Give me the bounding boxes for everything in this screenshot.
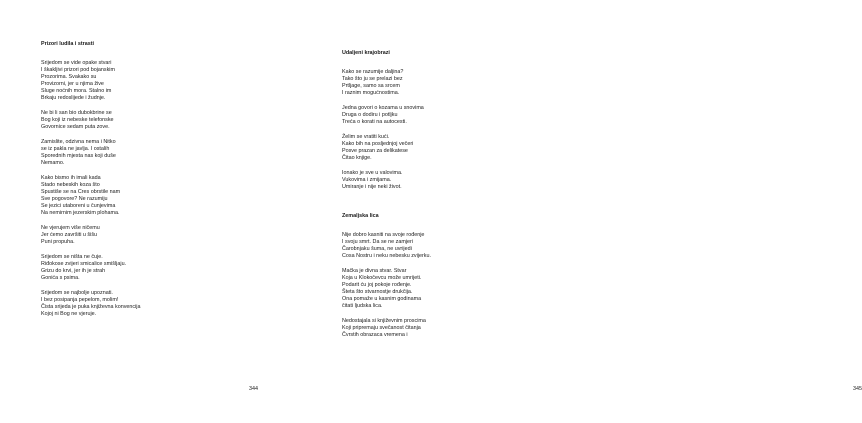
poem-line: Druga o dodiru i potljku [342,112,398,118]
stanza [342,318,562,339]
stanza [342,170,562,191]
poem-line: I bez posipanja pepelom, molim! [41,297,119,303]
poem-line: Govornice sedam puta zove. [41,124,110,130]
right-page-number: 345 [853,386,862,392]
poem-line: Čitao knjige. [342,155,372,161]
left-page [0,0,300,423]
right-text-column [342,50,562,347]
poem-line: Posve prazan za delikatese [342,148,408,154]
poem-line: Puni propuha. [41,239,75,245]
poem-line: Mačka je divna stvar. Stvar [342,268,407,274]
poem-title: Prizori ludila i strasti [41,41,95,47]
poem-line: Čista srijeda je puka književna konvencija [41,304,141,310]
stanza [342,105,562,126]
poem-line: Riđokose zvijeri smicalice smišljaju. [41,261,127,267]
poem-line: Na nemirnim jezerskim plohama. [41,210,120,216]
poem-line: Srijedom se ništa ne čuje. [41,254,103,260]
poem-line: Koja u Klokočevcu može umrijeti. [342,275,422,281]
poem-line: Srijedom se najbolje upoznati. [41,290,113,296]
poem-line: Srijedom se vide opake stvari [41,60,112,66]
stanza [41,110,261,131]
poem-line: Kako bismo ih imali kada [41,175,101,181]
stanza [342,232,562,260]
poem-line: Šteta što stvarnostje drukčija. [342,289,413,295]
poem-line: Koji pripremaju svečanost čitanja [342,325,421,331]
poem-title: Udaljeni krajobrazi [342,50,390,56]
poem-line: Kako bih na posljednjoj večeri [342,141,414,147]
poem-line: Nemamo. [41,160,65,166]
poem-line: Ionako je sve u valovima. [342,170,403,176]
poem-line: Podarit ću joj pokoje rođenje. [342,282,412,288]
poem-line: I škakljivi prizori pod bojanskim [41,67,115,73]
poem-line: Prozorima. Svakako su [41,74,97,80]
right-page [300,0,862,423]
stanza [41,225,261,246]
poem-title: Zemaljska lica [342,213,379,219]
poem-line: Ona pomaže u kasnim godinama [342,296,422,302]
stanza [342,268,562,310]
poem-line: Čarobnjaku šuma, ne uvrijedi [342,246,412,252]
poem-line: Cosa Nostru i neku nebesku zvijerku. [342,253,431,259]
poem-line: Sluge noćnih mora. Stalno im [41,88,112,94]
poem-line: Čvrstih obrazaca vremena i [342,332,408,338]
poem-line: Tako što ju se prelazi bez [342,76,403,82]
poem-line: Treća o korati na autocesti. [342,119,407,125]
poem-line: Kojoj ni Bog ne vjeruje. [41,311,97,317]
poem-line: Vukovima i zmijama. [342,177,392,183]
poem-line: Zamislite, odzivna nema i Nitko [41,139,116,145]
poem-line: Sporednih mjesta nas koji duše [41,153,116,159]
poem-line: Jer ćemo završiti u šišu [41,232,98,238]
poem-line: Kako se razumije daljina? [342,69,404,75]
poem-line: I raznim mogućnostima. [342,90,400,96]
stanza [41,254,261,282]
poem-line: se iz pakla ne javlja. I ostalih [41,146,110,152]
poem-line: I svoju smrt. Da se ne zamjeri [342,239,413,245]
poem-line: Nedostajala si književnim proscima [342,318,426,324]
poem-line: Bog koji iz nebeske telefonske [41,117,114,123]
poem-line: Ne bi li san bio dubokbrine se [41,110,112,116]
stanza [342,134,562,162]
poem-line: Nije dobro kasniti na svoje rođenje [342,232,425,238]
left-text-column [41,41,261,326]
poem-line: Grizu do krvi, jer ih je strah [41,268,106,274]
poem-line: Sve pogovore? Ne razumiju [41,196,108,202]
section-gap [342,199,562,213]
left-page-number: 344 [249,386,258,392]
stanza [41,290,261,318]
poem-line: Prtljage, samo sa srcem [342,83,400,89]
poem-line: Umiranje i nije neki život. [342,184,402,190]
poem-line: Spustiše se na Cres obrstile nam [41,189,121,195]
stanza [41,60,261,102]
poem-line: Se jezici utaboreni u čunjevima [41,203,116,209]
poem-line: Gonića s psima. [41,275,80,281]
poem-line: Provizorni, jer u njima žive [41,81,104,87]
stanza [342,69,562,97]
stanza [41,139,261,167]
poem-line: Brkaju redoslijede i žudnje. [41,95,106,101]
poem-line: Želim se vratiti kući. [342,134,390,140]
poem-line: čitati ljudska lica. [342,303,383,309]
poem-line: Stado nebeskih koza što [41,182,100,188]
poem-line: Jedna govori o kozama u snovima [342,105,424,111]
stanza [41,175,261,217]
poem-line: Ne vjerujem više ničemu [41,225,100,231]
